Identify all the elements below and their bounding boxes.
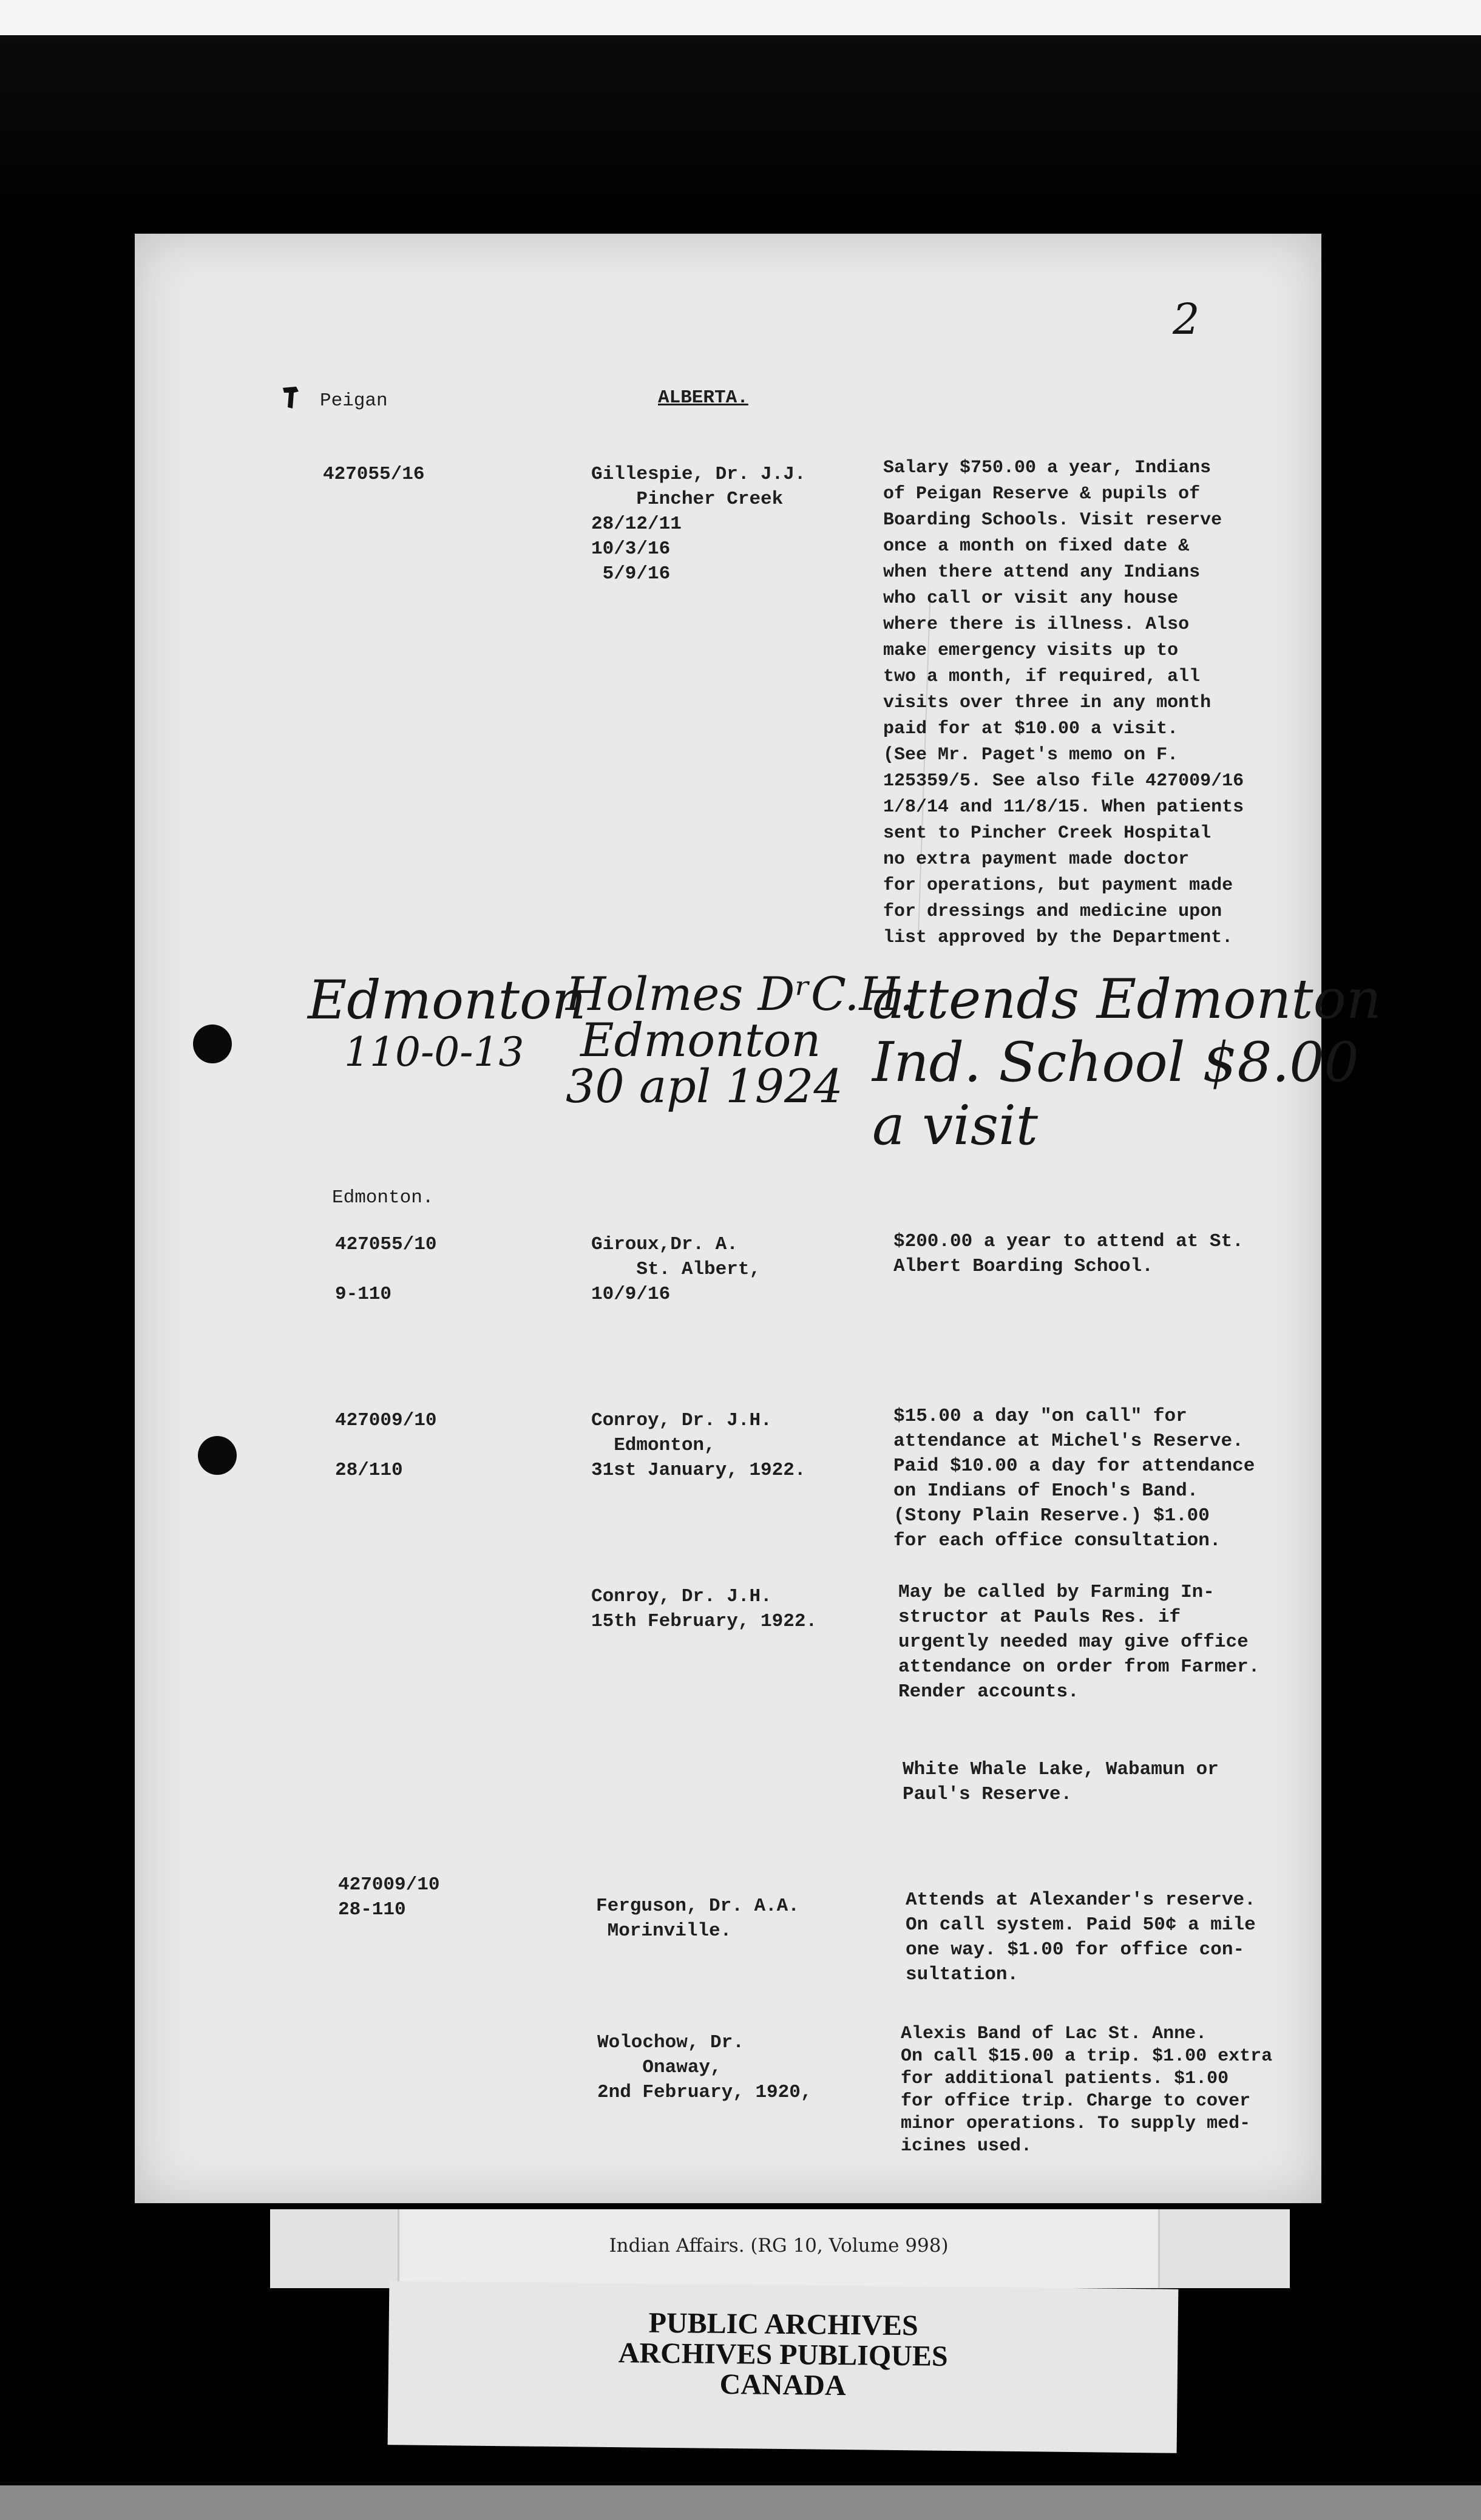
archive-reference-card: [398, 2209, 1160, 2288]
archive-stamp-label: [388, 2281, 1179, 2453]
entry-doctor: Conroy, Dr. J.H. Edmonton, 31st January, 1922.: [591, 1410, 806, 1481]
handwritten-doctor: Holmes DʳC.H. Edmonton 30 apl 1924: [566, 967, 914, 1113]
scan-top-margin: [0, 0, 1481, 35]
entry-terms: Alexis Band of Lac St. Anne. On call $15.00 a trip. $1.00 extra for additional patients. $1.00 for office trip. Charge to cover minor operations. To supply med- icines used.: [901, 2024, 1273, 2156]
handwritten-file: 110-0-13: [344, 1029, 524, 1075]
archive-reference-text: Indian Affairs. (RG 10, Volume 998): [609, 2235, 949, 2257]
entry-doctor: Ferguson, Dr. A.A. Morinville.: [596, 1895, 799, 1942]
entry-terms: Salary $750.00 a year, Indians of Peigan Reserve & pupils of Boarding Schools. Visit reserve once a month on fixed date & when there attend any Indians who call or visit any house where there is illness. Also make emergency visits up to two a month, if required, all visits over three in any month paid for at $10.00 a visit. (See Mr. Paget's memo on F. 125359/5. See also file 427009/16 1/8/14 and 11/8/15. When patients sent to Pincher Creek Hospital no extra payment made doctor for operations, but payment made for dressings and medicine upon list approved by the Department.: [883, 458, 1244, 948]
entry-terms: May be called by Farming In- structor at Pauls Res. if urgently needed may give office attendance on order from Farmer. Render accounts.: [898, 1582, 1260, 1702]
scan-bottom-margin: [0, 2485, 1481, 2520]
entry-file-number: 427055/16: [323, 464, 425, 485]
scan-dark-border: [0, 35, 1481, 217]
entry-terms: $200.00 a year to attend at St. Albert Boarding School.: [893, 1231, 1244, 1277]
section-heading-edmonton: Edmonton.: [332, 1187, 434, 1208]
archive-stamp-text: PUBLIC ARCHIVES ARCHIVES PUBLIQUES CANADA: [618, 2306, 948, 2402]
entry-file-number: 427009/10 28-110: [338, 1874, 440, 1920]
document-page: [135, 234, 1381, 2203]
entry-terms: $15.00 a day "on call" for attendance at Michel's Reserve. Paid $10.00 a day for attendance on Indians of Enoch's Band. (Stony Plain Reserve.) $1.00 for each office consultation.: [893, 1406, 1255, 1551]
clip-mark-icon: [280, 385, 302, 410]
entry-file-number: 427009/10 28/110: [335, 1410, 437, 1481]
handwritten-place: Edmonton: [308, 969, 586, 1031]
archive-reference-label: [270, 2209, 1290, 2288]
entry-doctor: Gillespie, Dr. J.J. Pincher Creek 28/12/11 10/3/16 5/9/16: [591, 464, 806, 584]
binder-hole: [193, 1025, 232, 1063]
header-alberta: ALBERTA.: [658, 387, 748, 408]
entry-doctor: Giroux,Dr. A. St. Albert, 10/9/16: [591, 1234, 761, 1305]
handwritten-terms: attends Edmonton Ind. School $8.00 a visit: [872, 967, 1381, 1157]
entry-terms: White Whale Lake, Wabamun or Paul's Reserve.: [903, 1759, 1219, 1805]
binder-hole: [198, 1436, 237, 1475]
page-number: 2: [1173, 294, 1200, 344]
header-peigan: Peigan: [320, 390, 388, 412]
entry-terms: Attends at Alexander's reserve. On call system. Paid 50¢ a mile one way. $1.00 for office con- sultation.: [906, 1889, 1256, 1985]
entry-doctor: Conroy, Dr. J.H. 15th February, 1922.: [591, 1586, 818, 1632]
entry-file-number: 427055/10 9-110: [335, 1234, 437, 1305]
entry-doctor: Wolochow, Dr. Onaway, 2nd February, 1920,: [597, 2032, 812, 2103]
